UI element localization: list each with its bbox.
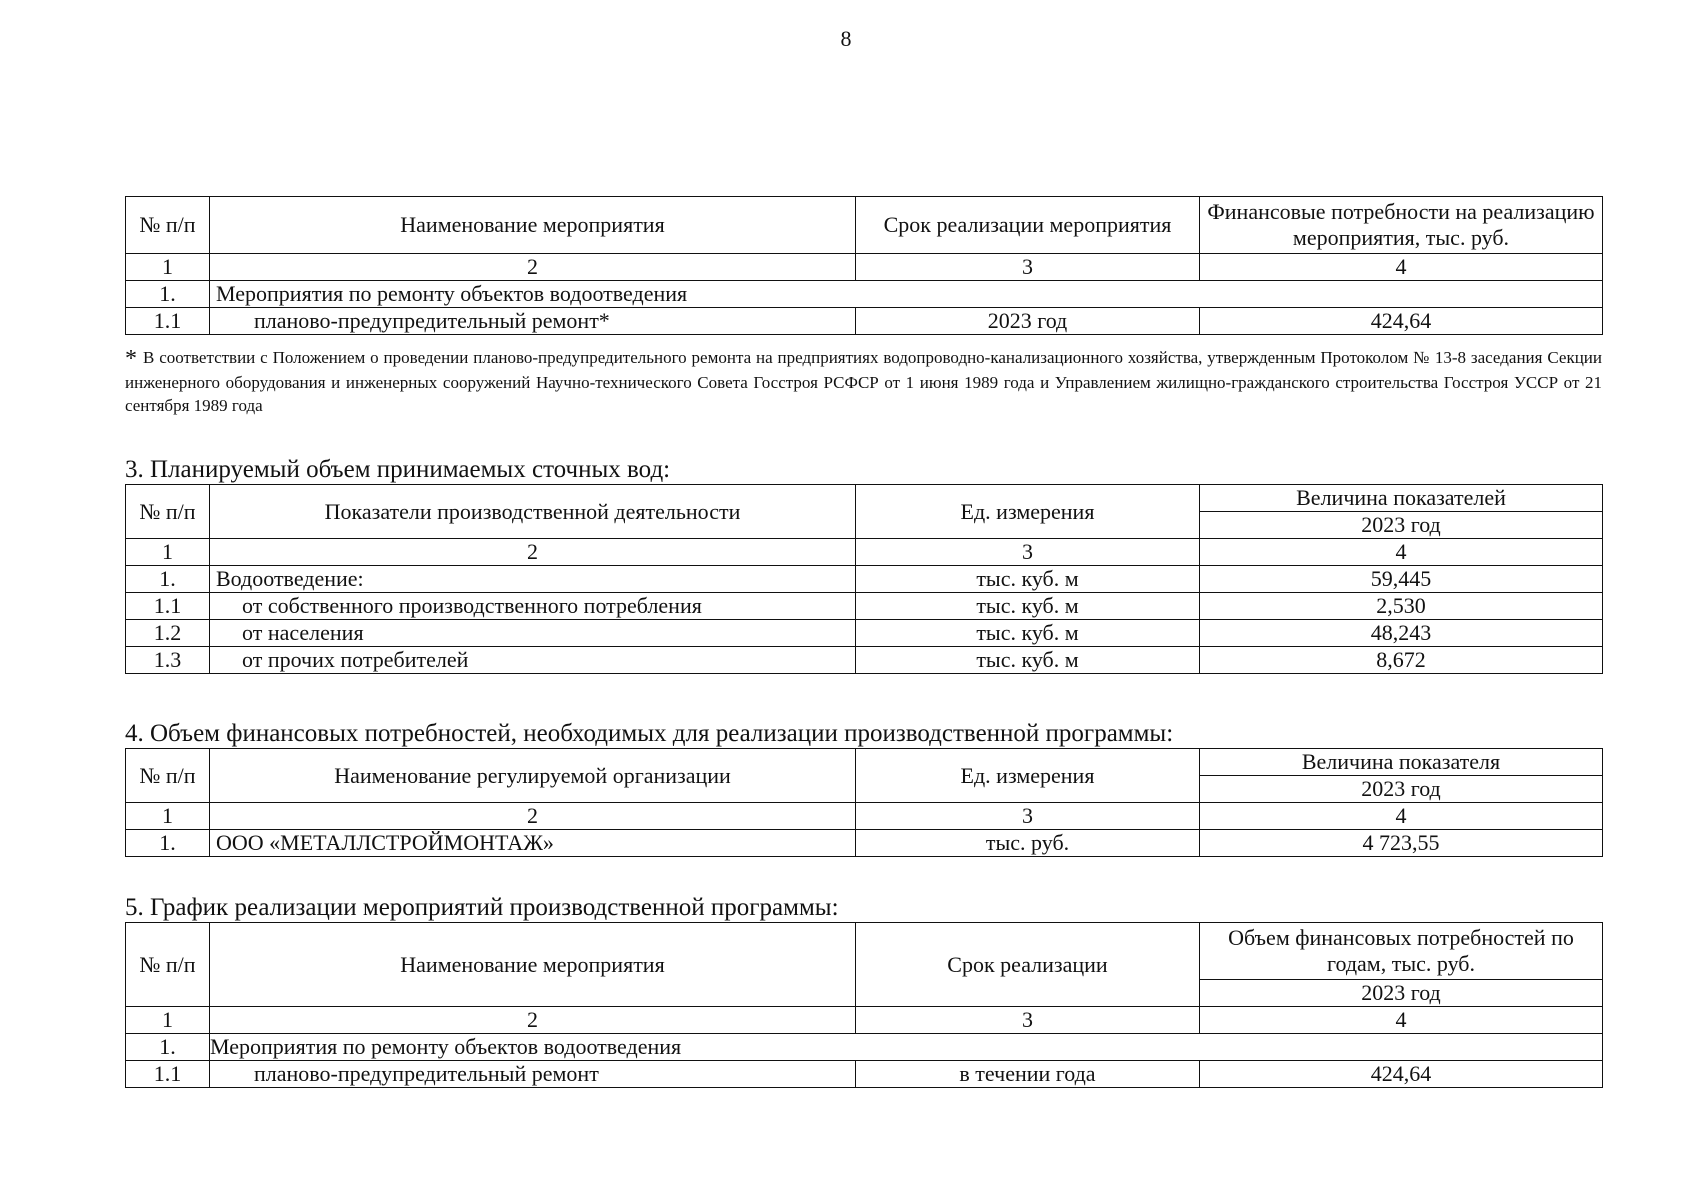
header-org: Наименование регулируемой организации <box>210 749 856 803</box>
header-unit: Ед. измерения <box>856 485 1200 539</box>
row-num: 1.1 <box>126 1061 210 1088</box>
col-number: 3 <box>856 254 1200 281</box>
col-number: 3 <box>856 539 1200 566</box>
footnote-text: В соответствии с Положением о проведении планово-предупредительного ремонта на предприятиях водопроводно-канализационного хозяйства, утвержденным Протоколом № 13-8 заседания Секции инженерного оборудования и инженерных сооружений Научно-технического Совета Госстроя РСФСР от 1 июня 1989 года и Управлением жилищно-гражданского строительства Госстроя УССР от 21 сентября 1989 года <box>125 348 1602 415</box>
col-number: 1 <box>126 1007 210 1034</box>
row-value: 4 723,55 <box>1200 830 1603 857</box>
table-header-row <box>126 749 1603 776</box>
row-name: от собственного производственного потребления <box>210 593 856 620</box>
table-row <box>126 620 1603 647</box>
financial-needs-table <box>125 748 1603 857</box>
header-year: 2023 год <box>1200 776 1603 803</box>
group-title: Мероприятия по ремонту объектов водоотведения <box>210 281 1603 308</box>
header-num: № п/п <box>126 749 210 803</box>
row-org-name: ООО «МЕТАЛЛСТРОЙМОНТАЖ» <box>210 830 856 857</box>
row-value: 8,672 <box>1200 647 1603 674</box>
col-number: 2 <box>210 803 856 830</box>
group-title: Мероприятия по ремонту объектов водоотведения <box>210 1034 1603 1061</box>
row-name: Водоотведение: <box>210 566 856 593</box>
header-value: Величина показателя <box>1200 749 1603 776</box>
section-5-heading: 5. График реализации мероприятий производственной программы: <box>125 894 839 921</box>
wastewater-volume-table <box>125 484 1603 674</box>
col-number: 3 <box>856 803 1200 830</box>
footnote-star: * <box>125 346 137 372</box>
row-term: в течении года <box>856 1061 1200 1088</box>
header-year: 2023 год <box>1200 512 1603 539</box>
row-unit: тыс. куб. м <box>856 566 1200 593</box>
row-name: планово-предупредительный ремонт <box>210 1061 856 1088</box>
header-num: № п/п <box>126 197 210 254</box>
row-value: 424,64 <box>1200 1061 1603 1088</box>
header-finance: Финансовые потребности на реализацию мероприятия, тыс. руб. <box>1200 197 1603 254</box>
col-number: 4 <box>1200 539 1603 566</box>
table-row <box>126 830 1603 857</box>
row-num: 1.1 <box>126 593 210 620</box>
table-row <box>126 647 1603 674</box>
table-header-row <box>126 197 1603 254</box>
row-num: 1. <box>126 566 210 593</box>
row-unit: тыс. куб. м <box>856 647 1200 674</box>
column-numbers-row <box>126 539 1603 566</box>
row-term: 2023 год <box>856 308 1200 335</box>
repair-measures-table <box>125 196 1603 335</box>
header-name: Наименование мероприятия <box>210 923 856 1007</box>
header-num: № п/п <box>126 923 210 1007</box>
table-row <box>126 308 1603 335</box>
header-indicator: Показатели производственной деятельности <box>210 485 856 539</box>
section-3-heading: 3. Планируемый объем принимаемых сточных вод: <box>125 456 671 483</box>
column-numbers-row <box>126 254 1603 281</box>
row-unit: тыс. куб. м <box>856 620 1200 647</box>
column-numbers-row <box>126 1007 1603 1034</box>
header-year: 2023 год <box>1200 980 1603 1007</box>
row-num: 1. <box>126 830 210 857</box>
page-number: 8 <box>840 26 852 51</box>
col-number: 3 <box>856 1007 1200 1034</box>
row-value: 2,530 <box>1200 593 1603 620</box>
col-number: 2 <box>210 539 856 566</box>
row-name: планово-предупредительный ремонт* <box>210 308 856 335</box>
header-finance: Объем финансовых потребностей по годам, тыс. руб. <box>1200 923 1603 980</box>
header-unit: Ед. измерения <box>856 749 1200 803</box>
row-unit: тыс. куб. м <box>856 593 1200 620</box>
group-num: 1. <box>126 1034 210 1061</box>
column-numbers-row <box>126 803 1603 830</box>
row-value: 424,64 <box>1200 308 1603 335</box>
col-number: 1 <box>126 803 210 830</box>
table-row <box>126 1061 1603 1088</box>
group-row <box>126 1034 1603 1061</box>
col-number: 1 <box>126 539 210 566</box>
footnote <box>125 346 1602 417</box>
col-number: 4 <box>1200 254 1603 281</box>
row-unit: тыс. руб. <box>856 830 1200 857</box>
section-4-heading: 4. Объем финансовых потребностей, необходимых для реализации производственной программы: <box>125 720 1174 747</box>
schedule-table <box>125 922 1603 1088</box>
col-number: 4 <box>1200 803 1603 830</box>
table-row <box>126 566 1603 593</box>
table-row <box>126 593 1603 620</box>
header-name: Наименование мероприятия <box>210 197 856 254</box>
col-number: 4 <box>1200 1007 1603 1034</box>
table-header-row <box>126 485 1603 512</box>
row-num: 1.2 <box>126 620 210 647</box>
row-value: 59,445 <box>1200 566 1603 593</box>
row-value: 48,243 <box>1200 620 1603 647</box>
row-name: от прочих потребителей <box>210 647 856 674</box>
row-name: от населения <box>210 620 856 647</box>
header-term: Срок реализации <box>856 923 1200 1007</box>
header-term: Срок реализации мероприятия <box>856 197 1200 254</box>
col-number: 1 <box>126 254 210 281</box>
header-value: Величина показателей <box>1200 485 1603 512</box>
header-num: № п/п <box>126 485 210 539</box>
table-header-row <box>126 923 1603 980</box>
col-number: 2 <box>210 254 856 281</box>
col-number: 2 <box>210 1007 856 1034</box>
row-num: 1.3 <box>126 647 210 674</box>
row-num: 1.1 <box>126 308 210 335</box>
group-num: 1. <box>126 281 210 308</box>
group-row <box>126 281 1603 308</box>
